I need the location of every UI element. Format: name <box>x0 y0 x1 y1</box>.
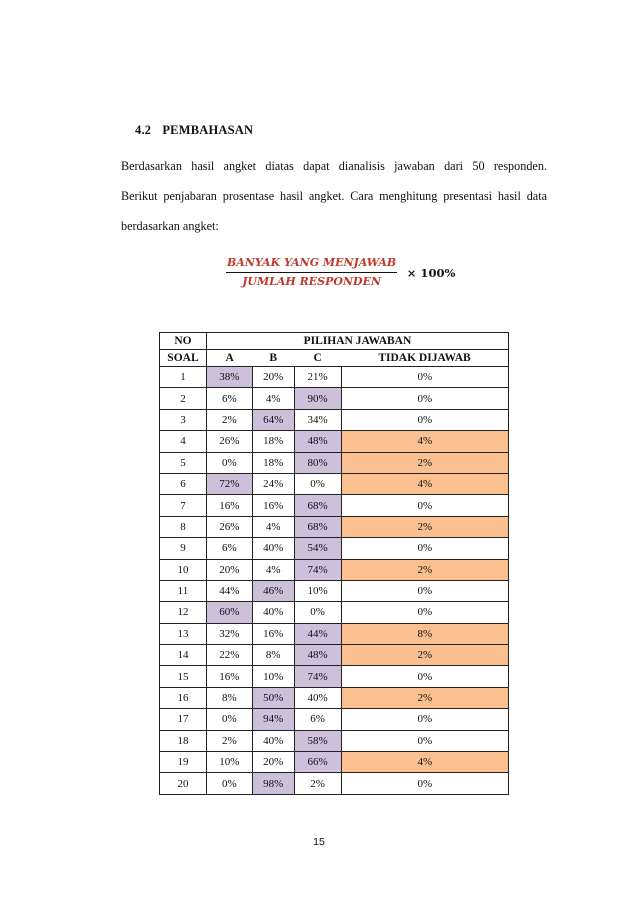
cell-c: 58% <box>294 730 341 751</box>
cell-b: 50% <box>252 687 294 708</box>
cell-a: 26% <box>206 431 252 452</box>
cell-no: 6 <box>160 473 207 494</box>
cell-c: 48% <box>294 431 341 452</box>
cell-no: 16 <box>160 687 207 708</box>
cell-no: 18 <box>160 730 207 751</box>
fraction-bar <box>226 272 397 273</box>
cell-a: 16% <box>206 495 252 516</box>
cell-no: 15 <box>160 666 207 687</box>
header-no: NO <box>160 333 207 350</box>
formula-multiplier: × 100% <box>406 265 456 280</box>
cell-tidak-dijawab: 0% <box>341 730 508 751</box>
table-row <box>160 495 509 516</box>
section-heading <box>135 123 253 138</box>
cell-a: 60% <box>206 602 252 623</box>
cell-c: 68% <box>294 495 341 516</box>
cell-b: 46% <box>252 580 294 601</box>
cell-tidak-dijawab: 0% <box>341 602 508 623</box>
cell-a: 0% <box>206 773 252 794</box>
cell-tidak-dijawab: 2% <box>341 687 508 708</box>
cell-a: 16% <box>206 666 252 687</box>
table-body <box>160 367 509 795</box>
table-row <box>160 559 509 580</box>
cell-c: 44% <box>294 623 341 644</box>
cell-no: 11 <box>160 580 207 601</box>
cell-c: 74% <box>294 666 341 687</box>
header-pilihan-jawaban: PILIHAN JAWABAN <box>206 333 508 350</box>
table-row <box>160 773 509 794</box>
table-subheader-row <box>160 350 509 367</box>
cell-b: 4% <box>252 388 294 409</box>
cell-tidak-dijawab: 8% <box>341 623 508 644</box>
table-row <box>160 623 509 644</box>
cell-tidak-dijawab: 0% <box>341 495 508 516</box>
cell-a: 0% <box>206 709 252 730</box>
cell-tidak-dijawab: 0% <box>341 666 508 687</box>
cell-a: 44% <box>206 580 252 601</box>
cell-tidak-dijawab: 0% <box>341 367 508 388</box>
cell-no: 9 <box>160 538 207 559</box>
cell-no: 2 <box>160 388 207 409</box>
cell-tidak-dijawab: 2% <box>341 645 508 666</box>
cell-a: 2% <box>206 730 252 751</box>
table-row <box>160 602 509 623</box>
table-row <box>160 516 509 537</box>
cell-c: 40% <box>294 687 341 708</box>
cell-c: 74% <box>294 559 341 580</box>
cell-b: 18% <box>252 452 294 473</box>
cell-c: 54% <box>294 538 341 559</box>
cell-tidak-dijawab: 4% <box>341 752 508 773</box>
cell-no: 12 <box>160 602 207 623</box>
cell-b: 20% <box>252 367 294 388</box>
cell-c: 10% <box>294 580 341 601</box>
cell-b: 64% <box>252 409 294 430</box>
section-number: 4.2 <box>135 123 152 137</box>
cell-a: 8% <box>206 687 252 708</box>
cell-no: 13 <box>160 623 207 644</box>
cell-tidak-dijawab: 4% <box>341 431 508 452</box>
cell-no: 4 <box>160 431 207 452</box>
cell-b: 4% <box>252 516 294 537</box>
percentage-formula <box>226 255 455 290</box>
header-a: A <box>206 350 252 367</box>
cell-c: 90% <box>294 388 341 409</box>
cell-tidak-dijawab: 4% <box>341 473 508 494</box>
cell-c: 34% <box>294 409 341 430</box>
cell-c: 48% <box>294 645 341 666</box>
table-row <box>160 580 509 601</box>
results-table <box>159 332 509 795</box>
cell-a: 26% <box>206 516 252 537</box>
cell-b: 98% <box>252 773 294 794</box>
paragraph-line: Berikut penjabaran prosentase hasil angket. Cara menghitung presentasi hasil data <box>121 189 547 203</box>
cell-b: 94% <box>252 709 294 730</box>
table-row <box>160 409 509 430</box>
formula-numerator: BANYAK YANG MENJAWAB <box>227 256 397 269</box>
cell-no: 5 <box>160 452 207 473</box>
cell-a: 6% <box>206 538 252 559</box>
header-b: B <box>252 350 294 367</box>
cell-b: 4% <box>252 559 294 580</box>
cell-no: 1 <box>160 367 207 388</box>
cell-b: 24% <box>252 473 294 494</box>
cell-a: 22% <box>206 645 252 666</box>
header-soal: SOAL <box>160 350 207 367</box>
cell-b: 40% <box>252 602 294 623</box>
table-row <box>160 645 509 666</box>
cell-no: 7 <box>160 495 207 516</box>
cell-no: 3 <box>160 409 207 430</box>
cell-tidak-dijawab: 0% <box>341 709 508 730</box>
header-tidak-dijawab: TIDAK DIJAWAB <box>341 350 508 367</box>
cell-tidak-dijawab: 0% <box>341 409 508 430</box>
intro-paragraph <box>121 151 547 241</box>
formula-fraction <box>226 255 397 290</box>
cell-b: 10% <box>252 666 294 687</box>
cell-no: 17 <box>160 709 207 730</box>
table-row <box>160 431 509 452</box>
cell-b: 40% <box>252 730 294 751</box>
header-c: C <box>294 350 341 367</box>
cell-tidak-dijawab: 2% <box>341 559 508 580</box>
table-row <box>160 367 509 388</box>
table-row <box>160 538 509 559</box>
table-row <box>160 730 509 751</box>
cell-c: 6% <box>294 709 341 730</box>
cell-c: 68% <box>294 516 341 537</box>
cell-a: 32% <box>206 623 252 644</box>
cell-c: 2% <box>294 773 341 794</box>
cell-a: 10% <box>206 752 252 773</box>
paragraph-line: Berdasarkan hasil angket diatas dapat dianalisis jawaban dari 50 responden. <box>121 159 547 173</box>
cell-c: 80% <box>294 452 341 473</box>
cell-tidak-dijawab: 2% <box>341 516 508 537</box>
cell-c: 21% <box>294 367 341 388</box>
cell-tidak-dijawab: 0% <box>341 580 508 601</box>
cell-tidak-dijawab: 0% <box>341 538 508 559</box>
paragraph-line: berdasarkan angket: <box>121 219 219 233</box>
page-number: 15 <box>313 836 325 848</box>
cell-no: 14 <box>160 645 207 666</box>
cell-b: 20% <box>252 752 294 773</box>
cell-b: 16% <box>252 495 294 516</box>
cell-no: 20 <box>160 773 207 794</box>
formula-denominator: JUMLAH RESPONDEN <box>242 275 382 288</box>
cell-b: 16% <box>252 623 294 644</box>
cell-a: 6% <box>206 388 252 409</box>
section-title: PEMBAHASAN <box>162 123 254 137</box>
table-row <box>160 473 509 494</box>
table-row <box>160 687 509 708</box>
cell-tidak-dijawab: 0% <box>341 773 508 794</box>
cell-c: 0% <box>294 602 341 623</box>
cell-tidak-dijawab: 2% <box>341 452 508 473</box>
cell-c: 0% <box>294 473 341 494</box>
cell-tidak-dijawab: 0% <box>341 388 508 409</box>
cell-no: 19 <box>160 752 207 773</box>
cell-no: 10 <box>160 559 207 580</box>
cell-b: 40% <box>252 538 294 559</box>
cell-no: 8 <box>160 516 207 537</box>
cell-b: 8% <box>252 645 294 666</box>
cell-a: 38% <box>206 367 252 388</box>
cell-b: 18% <box>252 431 294 452</box>
table-row <box>160 452 509 473</box>
cell-a: 2% <box>206 409 252 430</box>
table-row <box>160 752 509 773</box>
table-row <box>160 709 509 730</box>
cell-a: 20% <box>206 559 252 580</box>
table-row <box>160 388 509 409</box>
table-row <box>160 666 509 687</box>
cell-a: 0% <box>206 452 252 473</box>
cell-a: 72% <box>206 473 252 494</box>
cell-c: 66% <box>294 752 341 773</box>
table-header-row <box>160 333 509 350</box>
